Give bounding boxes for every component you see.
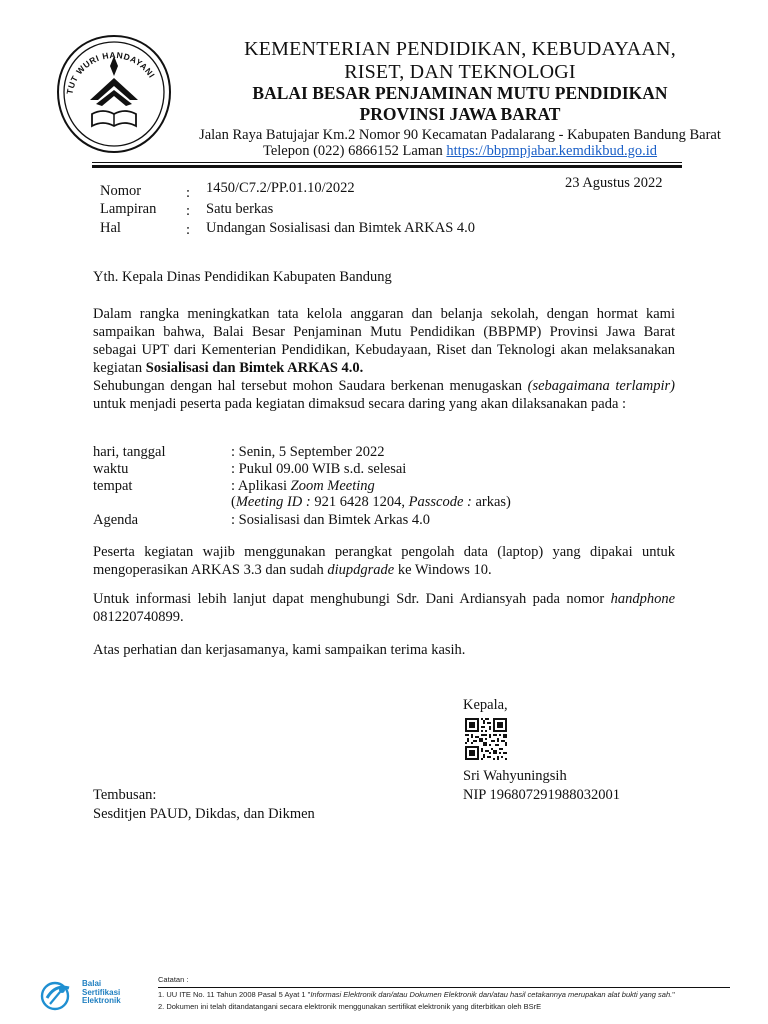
schedule-place-app: Zoom Meeting [290, 478, 375, 494]
schedule-place-label: tempat [93, 478, 133, 494]
catatan-label: Catatan : [158, 975, 189, 984]
ministry-name-line1: KEMENTERIAN PENDIDIKAN, KEBUDAYAAN, [244, 38, 676, 60]
svg-text:TUT WURI HANDAYANI: TUT WURI HANDAYANI [64, 49, 158, 96]
schedule-place-prefix: : Aplikasi [231, 478, 291, 494]
footer-note-1 [158, 990, 675, 999]
attachment-note: (sebagaimana terlampir) [527, 378, 676, 394]
office-name-line1: BALAI BESAR PENJAMINAN MUTU PENDIDIKAN [252, 83, 668, 103]
recipient: Yth. Kepala Dinas Pendidikan Kabupaten Bandung [93, 269, 392, 285]
office-address: Jalan Raya Batujajar Km.2 Nomor 90 Kecamatan Padalarang - Kabupaten Bandung Barat [199, 127, 721, 143]
signature-title: Kepala, [463, 697, 508, 713]
contact-italic: handphone [610, 591, 675, 607]
hal-colon: : [186, 222, 191, 238]
paragraph-request-text: Sehubungan dengan hal tersebut mohon Saudara berkenan menugaskan [93, 378, 528, 394]
schedule-agenda-label: Agenda [93, 512, 139, 528]
bsre-name-line1: Balai [82, 979, 102, 988]
schedule-time-value: : Pukul 09.00 WIB s.d. selesai [231, 461, 407, 477]
tembusan-label: Tembusan: [93, 787, 157, 803]
office-contact [150, 143, 768, 160]
nomor-colon: : [186, 185, 191, 201]
bsre-name-line2: Sertifikasi [82, 987, 121, 997]
hal-value: Undangan Sosialisasi dan Bimtek ARKAS 4.0 [206, 220, 476, 236]
letter-date: 23 Agustus 2022 [565, 175, 663, 191]
contact-text: Untuk informasi lebih lanjut dapat menghubungi Sdr. Dani Ardiansyah pada nomor [93, 591, 611, 607]
header-divider-thin [92, 162, 682, 163]
event-name: Sosialisasi dan Bimtek ARKAS 4.0. [145, 360, 364, 376]
bsre-logo-icon [38, 978, 82, 1012]
schedule-time-label: waktu [93, 461, 129, 477]
lampiran-label: Lampiran [100, 201, 157, 217]
meeting-open-paren: ( [231, 494, 236, 510]
laptop-text: Peserta kegiatan wajib menggunakan perangkat pengolah data (laptop) yang dipakai untuk mengoperasikan ARKAS 3.3 dan sudah [93, 544, 675, 578]
signatory-name: Sri Wahyuningsih [463, 768, 567, 784]
laptop-italic: diupdgrade [327, 562, 395, 578]
lampiran-colon: : [186, 203, 191, 219]
nomor-label: Nomor [100, 183, 142, 199]
footer-note-2: 2. Dokumen ini telah ditandatangani secara elektronik menggunakan sertifikat elektronik yang diterbitkan oleh BSrE [158, 1002, 542, 1011]
paragraph-intro [93, 305, 675, 413]
office-phone: Telepon (022) 6866152 Laman [262, 143, 447, 159]
qr-code-signature [465, 718, 507, 760]
header-divider-thick [92, 165, 682, 168]
ministry-name-line2: RISET, DAN TEKNOLOGI [344, 61, 576, 83]
closing-sentence: Atas perhatian dan kerjasamanya, kami sampaikan terima kasih. [93, 642, 466, 658]
paragraph-intro-text: Dalam rangka meningkatkan tata kelola anggaran dan belanja sekolah, dengan hormat kami sampaikan bahwa, Balai Besar Penjaminan Mutu Pendidikan (BBPMP) Provinsi Jawa Barat sebagai UPT dari Kementerian Pendidikan, Kebudayaan, Riset dan Teknologi akan melaksanakan kegiatan [93, 306, 675, 376]
passcode-value: arkas) [471, 494, 511, 510]
website-link[interactable]: https://bbpmpjabar.kemdikbud.go.id [446, 143, 658, 159]
paragraph-request-text-end: untuk menjadi peserta pada kegiatan dimaksud secara daring yang akan dilaksanakan pada : [93, 396, 627, 412]
schedule-agenda-value: : Sosialisasi dan Bimtek Arkas 4.0 [231, 512, 430, 528]
meeting-id-value: 921 6428 1204, [310, 494, 409, 510]
meeting-id-label: Meeting ID : [235, 494, 311, 510]
contact-phone: 081220740899. [93, 609, 184, 625]
footer-note-1-end: " [672, 990, 675, 999]
nomor-value: 1450/C7.2/PP.01.10/2022 [206, 180, 355, 196]
bsre-name-line3: Elektronik [82, 996, 121, 1005]
schedule-day-value: : Senin, 5 September 2022 [231, 444, 385, 460]
passcode-label: Passcode : [408, 494, 472, 510]
signatory-nip: NIP 196807291988032001 [463, 787, 620, 803]
office-name-line2: PROVINSI JAWA BARAT [359, 104, 561, 124]
footer-note-1-quote: Informasi Elektronik dan/atau Dokumen Elektronik dan/atau hasil cetakannya merupakan alat bukti yang sah. [310, 990, 673, 999]
paragraph-contact [93, 590, 675, 626]
hal-label: Hal [100, 220, 121, 236]
laptop-text-end: ke Windows 10. [394, 562, 492, 578]
paragraph-laptop [93, 543, 675, 579]
footer-divider [158, 987, 730, 988]
schedule-day-label: hari, tanggal [93, 444, 166, 460]
tembusan-value: Sesditjen PAUD, Dikdas, dan Dikmen [93, 806, 315, 822]
bsre-name [82, 980, 121, 1006]
footer-note-1-text: 1. UU ITE No. 11 Tahun 2008 Pasal 5 Ayat 1 " [158, 990, 311, 999]
schedule-meeting-details [231, 493, 511, 511]
lampiran-value: Satu berkas [206, 201, 274, 217]
